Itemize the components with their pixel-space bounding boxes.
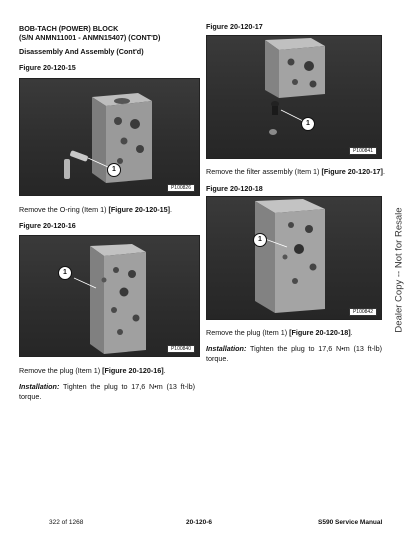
figure-reference: [Figure 20-120-18] [289, 328, 351, 337]
instruction-plain: Remove the filter assembly (Item 1) [206, 167, 322, 176]
instruction-text [19, 205, 199, 215]
installation-label: Installation: [19, 382, 60, 391]
callout-marker: 1 [301, 117, 315, 131]
photo-id-label: P100826 [167, 184, 195, 192]
manual-title: S590 Service Manual [318, 519, 383, 526]
page-heading [19, 24, 199, 42]
watermark-text: Dealer Copy -- Not for Resale [393, 207, 405, 333]
instruction-plain: Remove the O-ring (Item 1) [19, 205, 109, 214]
instruction-text [206, 167, 386, 177]
installation-text: Tighten the plug to 17,6 N•m (13 ft-lb) torque. [206, 344, 382, 363]
figure-reference: [Figure 20-120-16] [102, 366, 164, 375]
instruction-text [19, 366, 199, 376]
dealer-watermark [388, 140, 410, 400]
callout-marker: 1 [253, 233, 267, 247]
figure-reference: [Figure 20-120-17] [321, 167, 383, 176]
heading-line-2: (S/N ANMN11001 - ANMN15407) (CONT'D) [19, 33, 161, 42]
page-number: 20-120-6 [186, 519, 213, 526]
heading-line-1: BOB-TACH (POWER) BLOCK [19, 24, 119, 33]
figure-caption: Figure 20-120-17 [206, 22, 263, 31]
instruction-end: . [382, 167, 385, 176]
valve-block-illustration [207, 197, 381, 319]
figure-reference: [Figure 20-120-15] [108, 205, 170, 214]
figure-photo [206, 196, 382, 320]
installation-note [206, 344, 382, 363]
instruction-end: . [163, 366, 166, 375]
callout-marker: 1 [107, 163, 121, 177]
photo-id-label: P100840 [167, 345, 195, 353]
installation-text: Tighten the plug to 17,6 N•m (13 ft-lb) torque. [19, 382, 195, 401]
photo-id-label: P100842 [349, 308, 377, 316]
figure-caption: Figure 20-120-15 [19, 63, 76, 72]
figure-photo [19, 78, 200, 196]
figure-caption: Figure 20-120-18 [206, 184, 263, 193]
valve-block-illustration [207, 36, 381, 158]
page-count: 322 of 1268 [49, 519, 84, 526]
section-title: Disassembly And Assembly (Cont'd) [19, 47, 144, 56]
instruction-text [206, 328, 386, 338]
valve-block-illustration [20, 79, 199, 195]
valve-block-illustration [20, 236, 199, 356]
instruction-plain: Remove the plug (Item 1) [206, 328, 290, 337]
installation-note [19, 382, 195, 401]
photo-id-label: P100841 [349, 147, 377, 155]
installation-label: Installation: [206, 344, 247, 353]
instruction-end: . [170, 205, 172, 214]
instruction-end: . [350, 328, 353, 337]
callout-marker: 1 [58, 266, 72, 280]
figure-caption: Figure 20-120-16 [19, 221, 76, 230]
figure-photo [206, 35, 382, 159]
figure-photo [19, 235, 200, 357]
instruction-plain: Remove the plug (Item 1) [19, 366, 103, 375]
